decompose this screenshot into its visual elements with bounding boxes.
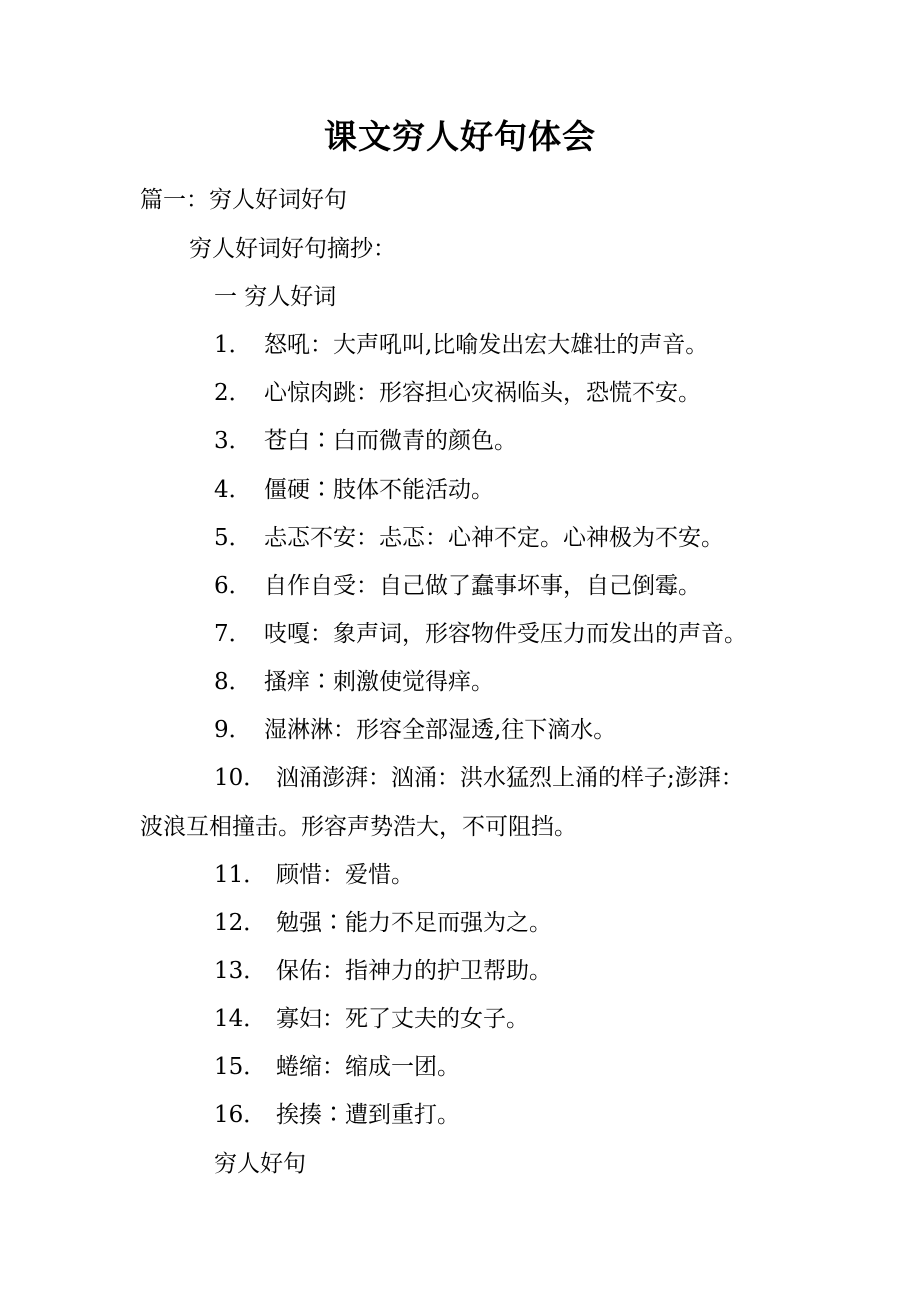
item-number: 12． [214, 910, 267, 936]
item-number: 16． [214, 1102, 267, 1128]
item-number: 15． [214, 1054, 267, 1080]
item-text: 湿淋淋：形容全部湿透,往下滴水。 [264, 717, 617, 743]
list-item [214, 474, 494, 506]
item-number: 1． [214, 332, 252, 358]
list-item [214, 377, 701, 409]
list-item [214, 329, 708, 361]
list-item [214, 762, 744, 794]
item-text: 搔痒∶刺激使觉得痒。 [264, 669, 494, 695]
item-number: 3． [214, 428, 252, 454]
item-number: 10． [214, 765, 267, 791]
item-text: 心惊肉跳：形容担心灾祸临头，恐慌不安。 [264, 380, 701, 406]
list-item [214, 714, 616, 746]
list-item [214, 666, 494, 698]
item-text: 怒吼：大声吼叫,比喻发出宏大雄壮的声音。 [264, 332, 709, 358]
list-item [214, 425, 517, 457]
list-item [214, 1099, 460, 1131]
item-text: 苍白∶白而微青的颜色。 [264, 428, 517, 454]
list-item [214, 570, 701, 602]
item-text: 挨揍∶遭到重打。 [276, 1102, 460, 1128]
item-number: 6． [214, 573, 252, 599]
subsection-heading-sentences: 穷人好句 [214, 1151, 306, 1177]
list-item [214, 522, 724, 554]
list-item [214, 1051, 460, 1083]
item-text: 自作自受：自己做了蠢事坏事，自己倒霉。 [264, 573, 701, 599]
item-text: 汹涌澎湃：汹涌：洪水猛烈上涌的样子;澎湃： [276, 765, 744, 791]
item-number: 9． [214, 717, 252, 743]
list-item [214, 955, 552, 987]
item-text: 寡妇：死了丈夫的女子。 [276, 1006, 529, 1032]
item-text: 僵硬∶肢体不能活动。 [264, 477, 494, 503]
list-item [214, 618, 747, 650]
list-item [214, 907, 552, 939]
item-number: 14． [214, 1006, 267, 1032]
document-title: 课文穷人好句体会 [324, 117, 596, 156]
item-number: 5． [214, 525, 252, 551]
item-text: 吱嘎：象声词，形容物件受压力而发出的声音。 [264, 621, 747, 647]
section-heading: 篇一：穷人好词好句 [140, 187, 347, 213]
item-text: 顾惜：爱惜。 [276, 862, 414, 888]
item-number: 7． [214, 621, 252, 647]
item-text: 勉强∶能力不足而强为之。 [276, 910, 552, 936]
item-number: 8． [214, 669, 252, 695]
item-number: 4． [214, 477, 252, 503]
intro-line: 穷人好词好句摘抄： [189, 236, 396, 262]
item-number: 11． [214, 862, 267, 888]
list-item [214, 1003, 529, 1035]
item-text: 保佑：指神力的护卫帮助。 [276, 958, 552, 984]
item-text: 蜷缩：缩成一团。 [276, 1054, 460, 1080]
item-number: 2． [214, 380, 252, 406]
list-item [214, 859, 414, 891]
subsection-heading-words: 一 穷人好词 [214, 284, 337, 310]
item-number: 13． [214, 958, 267, 984]
list-item-continuation: 波浪互相撞击。形容声势浩大，不可阻挡。 [140, 814, 577, 840]
item-text: 忐忑不安：忐忑：心神不定。心神极为不安。 [264, 525, 724, 551]
